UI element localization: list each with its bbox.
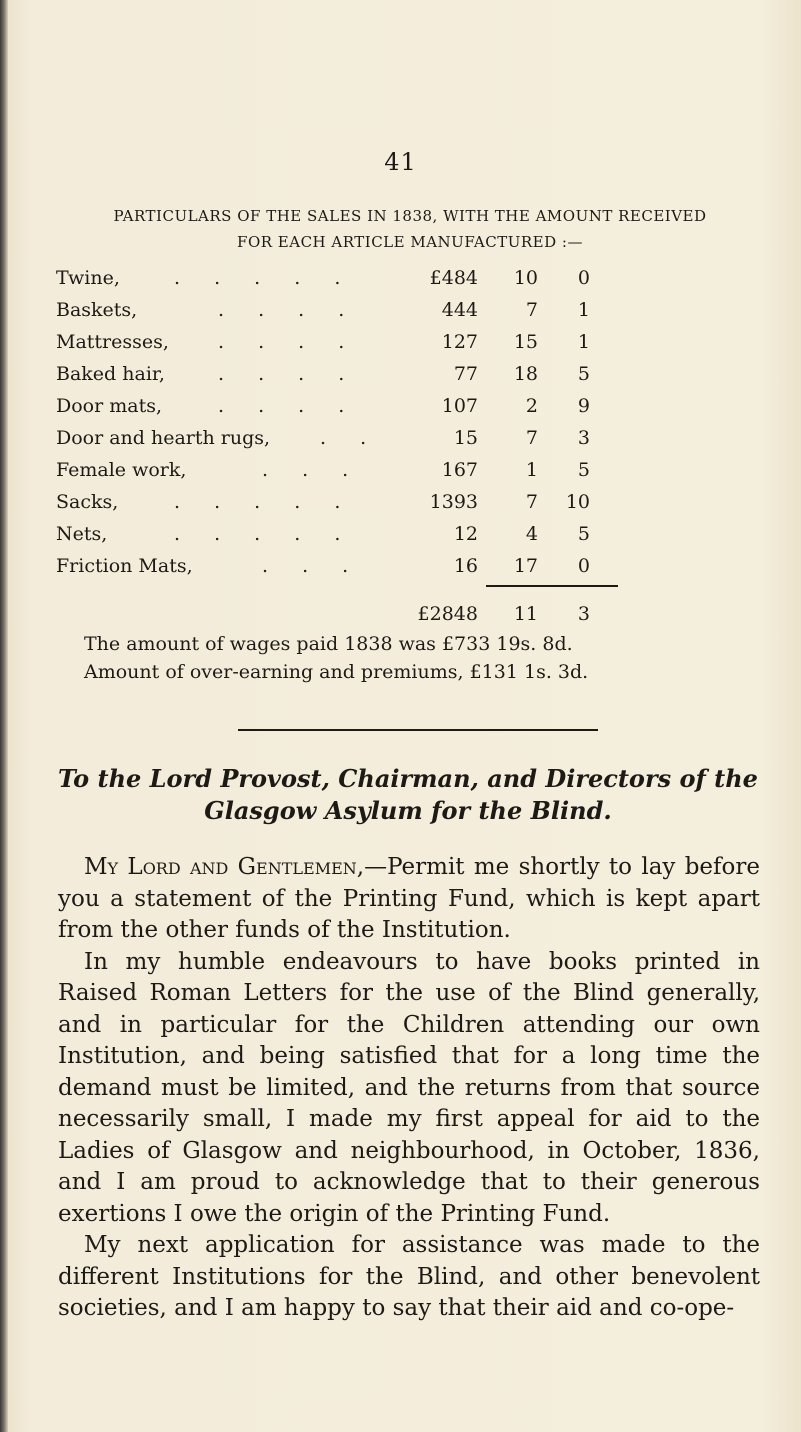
address-line1: To the Lord Provost, Chairman, and Directors of the xyxy=(58,764,758,793)
ledger-item: Friction Mats, xyxy=(56,555,193,577)
ledger-shillings: 18 xyxy=(513,363,538,385)
ledger-pounds: 107 xyxy=(441,395,478,417)
ledger-row xyxy=(56,390,616,422)
leader-dots: . . . xyxy=(262,555,363,577)
salutation: My Lord and Gentlemen, xyxy=(84,854,365,880)
total-pounds: £2848 xyxy=(417,603,478,625)
total-shillings: 11 xyxy=(513,603,538,625)
ledger-shillings: 7 xyxy=(525,299,538,321)
paragraph: My next application for assistance was made to the different Institutions for the Blind, and other benevolent societies, and I am happy to say that their aid and co-ope- xyxy=(58,1232,760,1321)
ledger-pence: 5 xyxy=(577,363,590,385)
ledger-pence: 3 xyxy=(577,427,590,449)
ledger-item: Door mats, xyxy=(56,395,163,417)
ledger-item: Nets, xyxy=(56,523,108,545)
leader-dots: . . . . xyxy=(218,299,359,321)
ledger-item: Female work, xyxy=(56,459,187,481)
ledger-shillings: 7 xyxy=(525,491,538,513)
page-number: 41 xyxy=(384,148,417,176)
ledger-row xyxy=(56,262,616,294)
ledger-pounds: 77 xyxy=(453,363,478,385)
ledger-shillings: 10 xyxy=(513,267,538,289)
leader-dots: . . . xyxy=(262,459,363,481)
overearning-note: Amount of over-earning and premiums, £131 1s. 3d. xyxy=(84,661,589,683)
leader-dots: . . . . xyxy=(218,395,359,417)
ledger-pence: 9 xyxy=(577,395,590,417)
leader-dots: . . . . . xyxy=(174,267,355,289)
ledger-row xyxy=(56,550,616,582)
ledger-total xyxy=(56,598,616,630)
leader-dots: . . xyxy=(320,427,381,449)
ledger-pounds: 15 xyxy=(453,427,478,449)
ledger-pounds: £484 xyxy=(429,267,478,289)
leader-dots: . . . . xyxy=(218,363,359,385)
ledger-pounds: 12 xyxy=(453,523,478,545)
ledger-shillings: 15 xyxy=(513,331,538,353)
ledger-pounds: 127 xyxy=(441,331,478,353)
ledger-pounds: 167 xyxy=(441,459,478,481)
paragraph xyxy=(58,852,760,947)
ledger-item: Door and hearth rugs, xyxy=(56,427,271,449)
total-rule xyxy=(486,585,618,587)
ledger-pence: 1 xyxy=(577,331,590,353)
ledger-row xyxy=(56,358,616,390)
leader-dots: . . . . . xyxy=(174,523,355,545)
ledger-row xyxy=(56,422,616,454)
ledger-row xyxy=(56,518,616,550)
ledger-row xyxy=(56,326,616,358)
section-divider xyxy=(238,729,598,731)
ledger-shillings: 7 xyxy=(525,427,538,449)
total-pence: 3 xyxy=(577,603,590,625)
ledger-shillings: 1 xyxy=(525,459,538,481)
ledger-pence: 5 xyxy=(577,523,590,545)
ledger-row xyxy=(56,294,616,326)
ledger-pence: 0 xyxy=(577,555,590,577)
paragraph: In my humble endeavours to have books printed in Raised Roman Letters for the use of the Blind generally, and in particular for the Children attending our own Institution, and being satisfied that for a long time the demand must be limited, and the returns from that source necessarily small, I made my first appeal for aid to the Ladies of Glasgow and neighbourhood, in October, 1836, and I am proud to acknowledge that to their generous exertions I owe the origin of the Printing Fund. xyxy=(58,948,760,1227)
ledger-pence: 1 xyxy=(577,299,590,321)
ledger-pence: 10 xyxy=(565,491,590,513)
leader-dots: . . . . xyxy=(218,331,359,353)
sales-ledger xyxy=(56,262,616,582)
ledger-pounds: 1393 xyxy=(429,491,478,513)
ledger-pence: 5 xyxy=(577,459,590,481)
sales-heading-line1: PARTICULARS OF THE SALES IN 1838, WITH THE AMOUNT RECEIVED xyxy=(113,207,707,225)
ledger-item: Mattresses, xyxy=(56,331,169,353)
ledger-item: Baskets, xyxy=(56,299,138,321)
leader-dots: . . . . . xyxy=(174,491,355,513)
ledger-item: Twine, xyxy=(56,267,120,289)
paragraph-text: —Permit me shortly to lay before you a statement of the Printing Fund, which is kept apart from the other funds of the Institution. xyxy=(58,854,760,943)
wages-note: The amount of wages paid 1838 was £733 19s. 8d. xyxy=(84,633,573,655)
sales-heading-line2: FOR EACH ARTICLE MANUFACTURED :— xyxy=(237,233,583,251)
ledger-item: Sacks, xyxy=(56,491,119,513)
ledger-row xyxy=(56,454,616,486)
ledger-item: Baked hair, xyxy=(56,363,165,385)
ledger-shillings: 2 xyxy=(525,395,538,417)
ledger-shillings: 4 xyxy=(525,523,538,545)
ledger-shillings: 17 xyxy=(513,555,538,577)
address-line2: Glasgow Asylum for the Blind. xyxy=(204,796,612,825)
letter-body xyxy=(58,852,760,1325)
ledger-pounds: 444 xyxy=(441,299,478,321)
ledger-row xyxy=(56,486,616,518)
binding-edge xyxy=(0,0,8,1432)
ledger-pence: 0 xyxy=(577,267,590,289)
ledger-pounds: 16 xyxy=(453,555,478,577)
